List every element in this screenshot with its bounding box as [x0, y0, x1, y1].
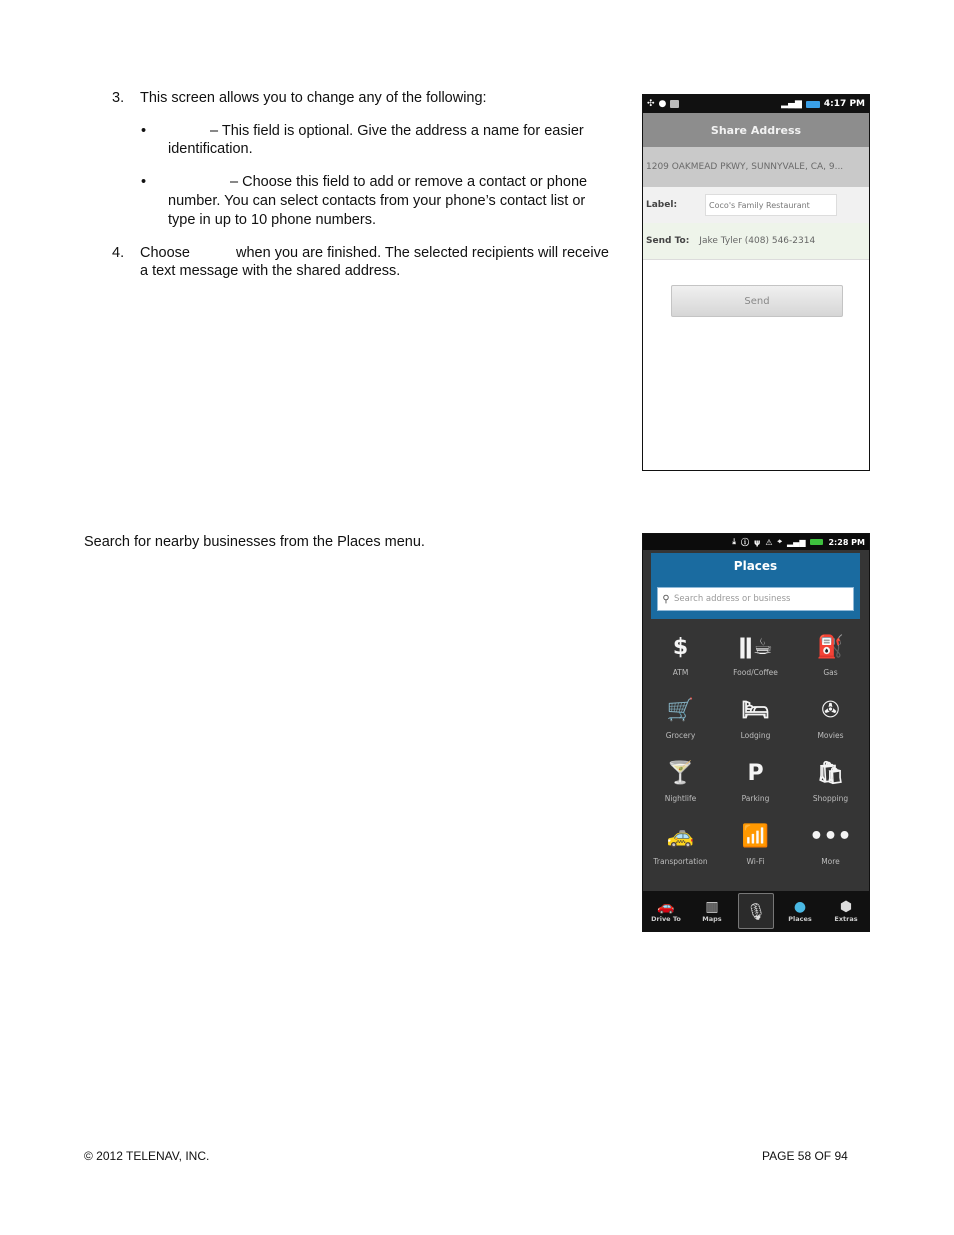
category-label: Lodging — [740, 731, 771, 740]
category-nightlife[interactable] — [643, 760, 718, 823]
nav-label: Drive To — [651, 915, 681, 923]
category-label: More — [821, 857, 840, 866]
category-shopping[interactable] — [793, 760, 868, 823]
category-label: Grocery — [665, 731, 696, 740]
places-title: Places — [733, 559, 778, 573]
nav-label: Maps — [702, 915, 722, 923]
nav-label: Places — [788, 915, 812, 923]
dollar-icon: $ — [672, 635, 689, 660]
alert-icon: ⓘ — [740, 537, 749, 547]
category-gas[interactable] — [793, 634, 868, 697]
category-parking[interactable] — [718, 760, 793, 823]
category-wifi[interactable] — [718, 823, 793, 886]
nav-drive-to[interactable] — [646, 899, 686, 923]
send-to-label: Send To: — [646, 236, 690, 246]
gas-pump-icon: ⛽ — [816, 635, 845, 660]
category-label: Movies — [817, 731, 844, 740]
step-4-text-line2: a text message with the shared address. — [140, 263, 401, 279]
bullet-send-to-line1: – Choose this field to add or remove a contact or phone — [230, 174, 588, 190]
nav-extras[interactable] — [826, 899, 866, 923]
fork-knife-icon: ǁ☕ — [738, 635, 773, 660]
nav-maps[interactable] — [692, 899, 732, 923]
places-header — [651, 553, 860, 619]
notification-icon: ● — [658, 99, 667, 109]
battery-icon — [806, 101, 820, 108]
status-bar — [643, 95, 869, 113]
category-label: ATM — [672, 668, 689, 677]
share-title: Share Address — [643, 113, 869, 147]
category-grocery[interactable] — [643, 697, 718, 760]
step-4-text-before: Choose — [140, 245, 190, 261]
search-icon: ⚲ — [662, 593, 670, 605]
category-label: Nightlife — [664, 794, 697, 803]
send-to-value: Jake Tyler (408) 546-2314 — [699, 236, 816, 246]
category-label: Shopping — [812, 794, 849, 803]
footer-copyright: © 2012 TELENAV, INC. — [84, 1149, 210, 1163]
mic-button[interactable] — [738, 893, 774, 929]
pin-icon: ● — [793, 899, 807, 915]
places-intro: Search for nearby businesses from the Places menu. — [84, 534, 425, 550]
shopping-bag-icon: 🛍 — [816, 761, 845, 786]
image-icon — [670, 100, 679, 108]
bullet-label: • — [141, 123, 147, 139]
category-label: Food/Coffee — [733, 668, 778, 677]
send-button[interactable]: Send — [671, 285, 843, 317]
nav-places[interactable] — [780, 899, 820, 923]
address-field[interactable]: 1209 OAKMEAD PKWY, SUNNYVALE, CA, 9... — [643, 147, 869, 187]
signal-icon: ▂▄▆ — [787, 537, 806, 547]
category-label: Parking — [741, 794, 770, 803]
category-food-coffee[interactable] — [718, 634, 793, 697]
download-icon: ⤓ — [732, 537, 736, 546]
status-time: 4:17 PM — [823, 99, 865, 109]
label-row — [643, 187, 869, 223]
places-screenshot — [642, 533, 870, 932]
usb-icon: ✣ — [647, 99, 655, 109]
warning-icon: ⚠ — [765, 537, 773, 547]
step-4-number: 4. — [112, 245, 125, 261]
more-icon: ••• — [809, 824, 852, 849]
label-input[interactable]: Coco's Family Restaurant — [705, 194, 837, 216]
step-4-text-after: when you are finished. The selected recipients will receive — [236, 245, 609, 261]
film-reel-icon: ✇ — [821, 698, 840, 723]
category-movies[interactable] — [793, 697, 868, 760]
category-lodging[interactable] — [718, 697, 793, 760]
wifi-icon: 📶 — [741, 824, 770, 849]
footer-page-number: PAGE 58 OF 94 — [762, 1149, 848, 1163]
bullet-send-to-line3: type in up to 10 phone numbers. — [168, 212, 376, 228]
bullet-label-line2: identification. — [168, 141, 253, 157]
signal-icon: ▂▄▆ — [781, 99, 802, 109]
step-3-number: 3. — [112, 90, 125, 106]
usb-icon: ψ — [753, 537, 761, 547]
bullet-send-to: • — [141, 174, 147, 190]
car-icon: 🚗 — [657, 899, 675, 915]
category-label: Gas — [823, 668, 838, 677]
microphone-icon: 🎙 — [745, 901, 767, 921]
step-3-text: This screen allows you to change any of the following: — [140, 90, 487, 106]
bottom-nav — [643, 891, 869, 931]
parking-icon: P — [747, 761, 764, 786]
cocktail-icon: 🍸 — [666, 761, 695, 786]
category-label: Wi-Fi — [746, 857, 765, 866]
category-label: Transportation — [653, 857, 708, 866]
category-transportation[interactable] — [643, 823, 718, 886]
send-to-row[interactable] — [643, 223, 869, 260]
battery-icon — [810, 539, 823, 545]
status-bar — [643, 534, 869, 550]
category-atm[interactable] — [643, 634, 718, 697]
category-more[interactable] — [793, 823, 868, 886]
bed-icon: 🛏 — [741, 698, 770, 723]
map-icon: ▥ — [705, 899, 719, 915]
search-placeholder: Search address or business — [674, 594, 791, 604]
share-address-screenshot — [642, 94, 870, 471]
bullet-label-line1: – This field is optional. Give the address a name for easier — [210, 123, 584, 139]
status-time: 2:28 PM — [828, 537, 865, 547]
gps-icon: ⌖ — [777, 537, 783, 546]
taxi-icon: 🚕 — [666, 824, 695, 849]
label-field-label: Label: — [646, 200, 678, 210]
cart-icon: 🛒 — [666, 698, 695, 723]
search-input[interactable] — [657, 587, 854, 611]
bullet-send-to-line2: number. You can select contacts from your phone’s contact list or — [168, 193, 586, 209]
cube-icon: ⬢ — [839, 899, 853, 915]
nav-label: Extras — [834, 915, 858, 923]
